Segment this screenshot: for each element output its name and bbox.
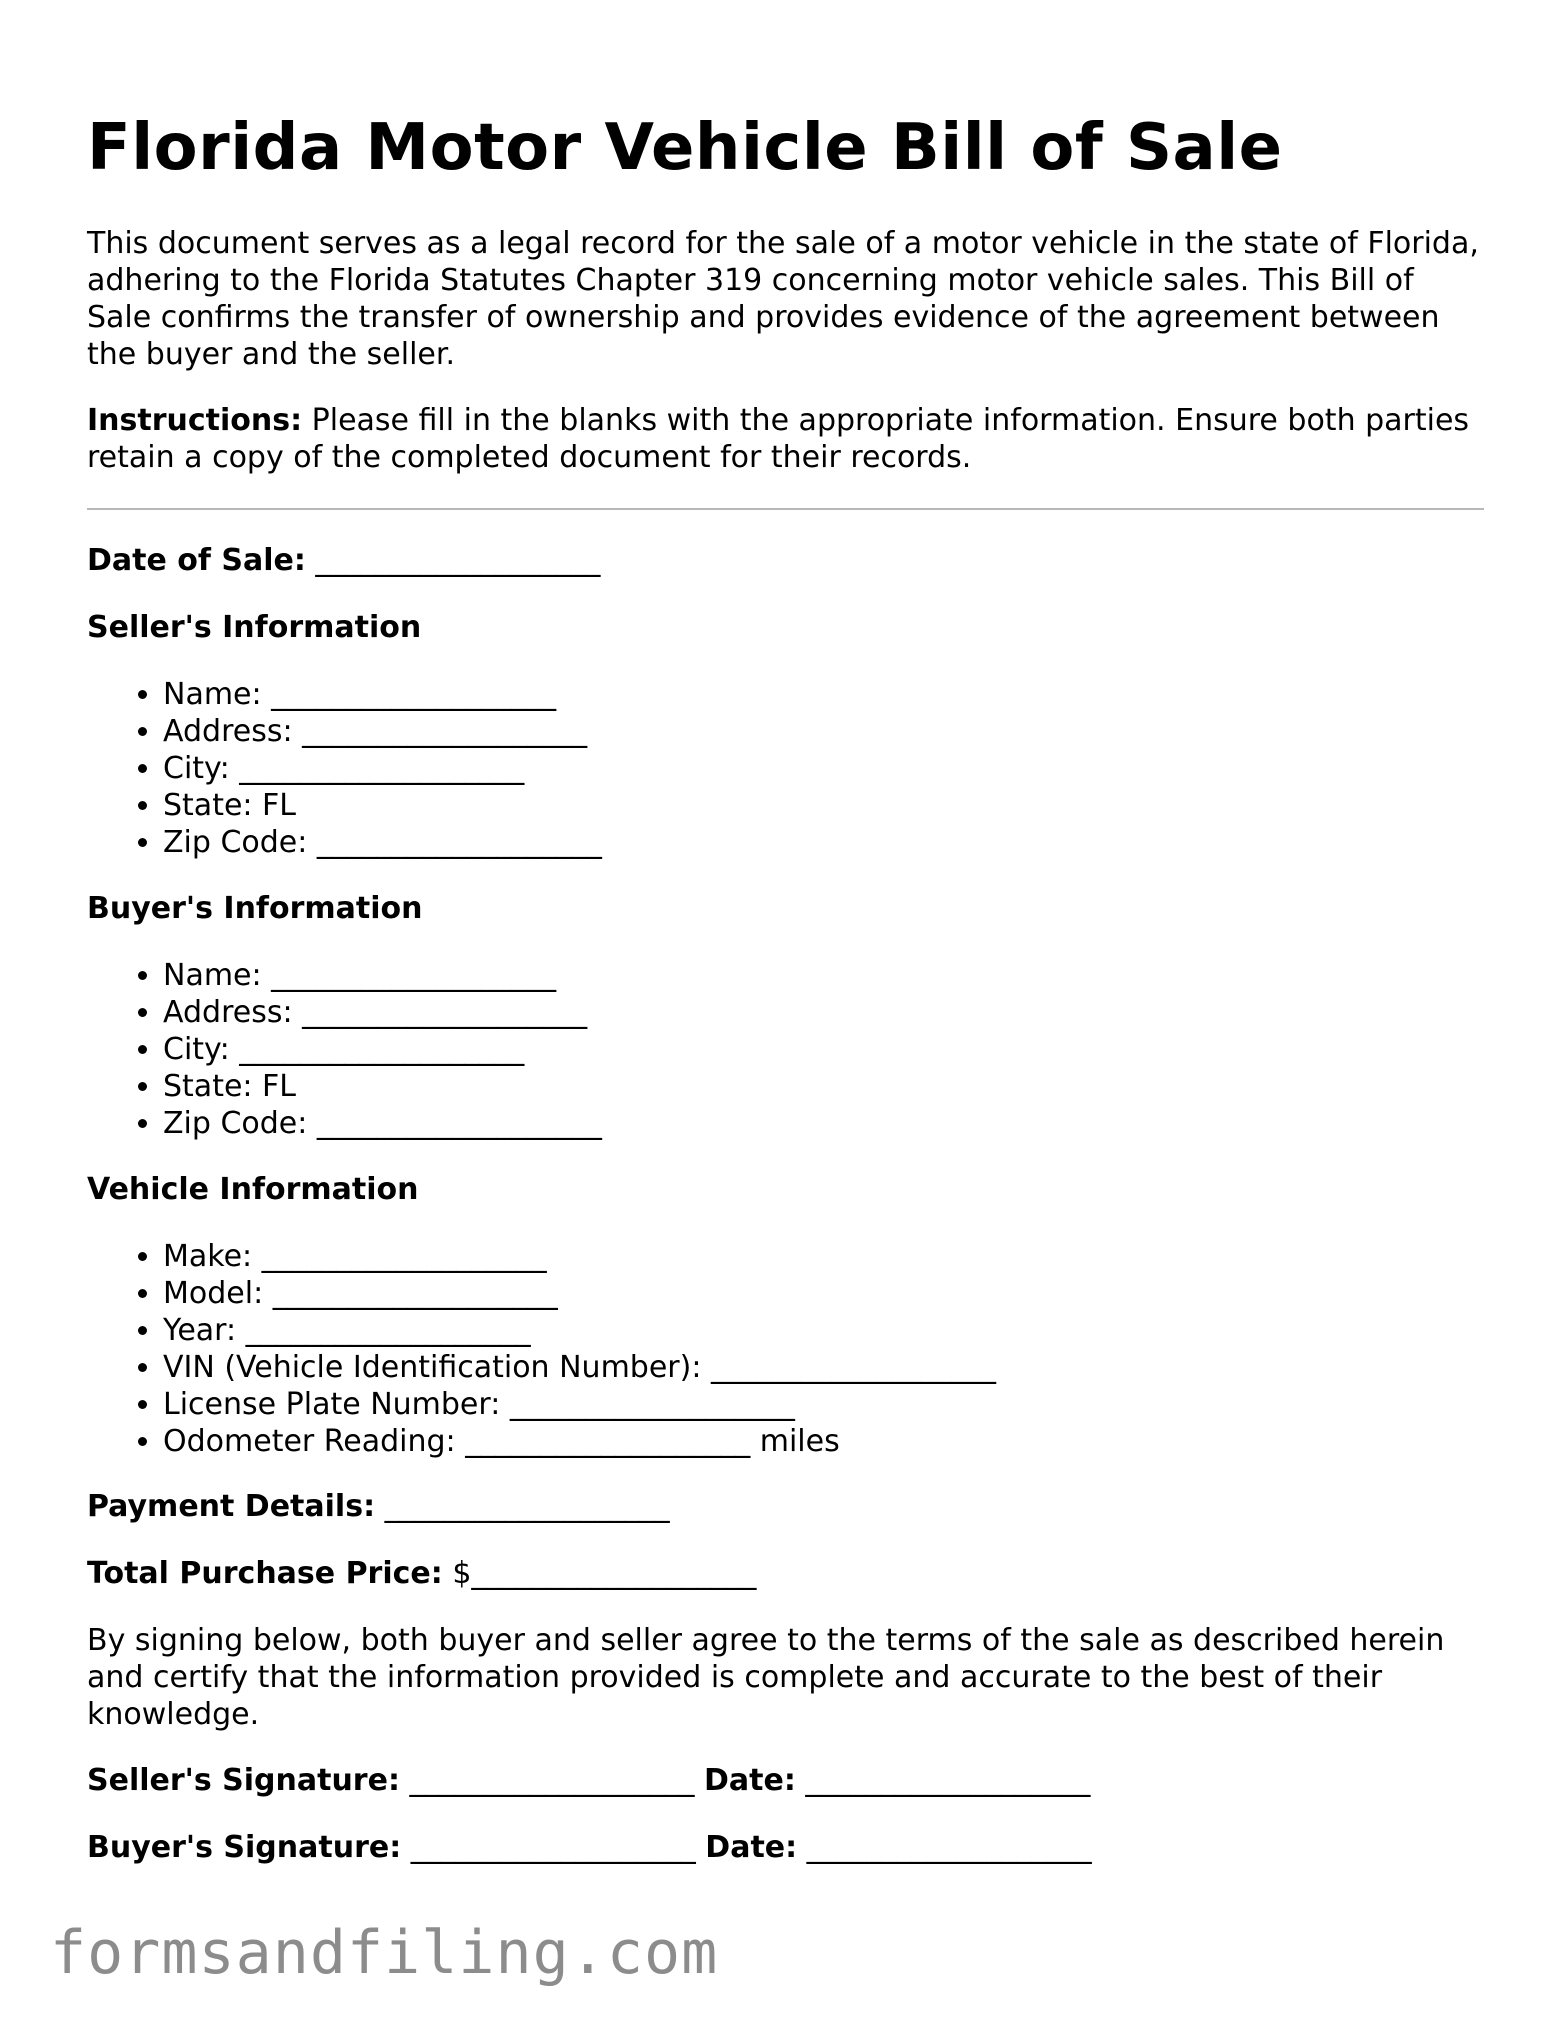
seller-zip-field: • Zip Code: ___________________ [163,824,602,861]
seller-signature-line [87,1762,1090,1799]
document-title: Florida Motor Vehicle Bill of Sale [87,111,1283,185]
vehicle-make-field: • Make: ___________________ [163,1238,996,1275]
instructions-paragraph [87,402,1487,476]
seller-signature-blank: ___________________ [399,1763,705,1798]
vehicle-model-field: • Model: ___________________ [163,1275,996,1312]
seller-city-field: • City: ___________________ [163,750,602,787]
seller-signature-date-label: Date: [704,1763,796,1798]
vehicle-odometer-field: • Odometer Reading: ___________________ miles [163,1423,996,1460]
date-of-sale-blank: ___________________ [305,543,601,578]
buyer-name-field: • Name: ___________________ [163,957,602,994]
seller-fields [87,676,602,861]
instructions-label: Instructions: [87,403,303,438]
seller-signature-label: Seller's Signature: [87,1763,400,1798]
vehicle-fields [87,1238,996,1460]
seller-state-field: • State: FL [163,787,602,824]
date-of-sale-line [87,542,600,579]
payment-details-line [87,1488,670,1525]
agreement-paragraph: By signing below, both buyer and seller agree to the terms of the sale as described herein and certify that the information provided is complete and accurate to the best of their knowledge. [87,1623,1445,1732]
buyer-zip-field: • Zip Code: ___________________ [163,1105,602,1142]
buyer-signature-label: Buyer's Signature: [87,1830,402,1865]
instructions-text: Please fill in the blanks with the appropriate information. Ensure both parties retain a copy of the completed document for their records. [87,403,1470,475]
buyer-fields [87,957,602,1142]
seller-address-field: • Address: ___________________ [163,713,602,750]
seller-heading: Seller's Information [87,610,422,645]
payment-details-label: Payment Details: [87,1489,376,1524]
vehicle-year-field: • Year: ___________________ [163,1312,996,1349]
total-price-label: Total Purchase Price: [87,1556,443,1591]
buyer-city-field: • City: ___________________ [163,1031,602,1068]
buyer-signature-blank: ___________________ [401,1830,706,1865]
buyer-signature-date-blank: ___________________ [797,1830,1092,1865]
horizontal-divider [87,508,1484,510]
intro-paragraph: This document serves as a legal record for the sale of a motor vehicle in the state of Florida, adhering to the Florida Statutes Chapter 319 concerning motor vehicle sales. This Bill of Sale confirms the transfer of ownership and provides evidence of the agreement between the buyer and the seller. [87,226,1479,372]
vehicle-plate-field: • License Plate Number: ___________________ [163,1386,996,1423]
watermark-text: formsandfiling.com [50,1918,719,1988]
vehicle-vin-field: • VIN (Vehicle Identification Number): ___________________ [163,1349,996,1386]
seller-name-field: • Name: ___________________ [163,676,602,713]
vehicle-heading: Vehicle Information [87,1172,419,1207]
buyer-signature-line [87,1829,1092,1866]
date-of-sale-label: Date of Sale: [87,543,306,578]
buyer-signature-date-label: Date: [705,1830,798,1865]
seller-signature-date-blank: ___________________ [795,1763,1091,1798]
total-price-blank: $___________________ [442,1556,757,1591]
payment-details-blank: ___________________ [375,1489,670,1524]
total-price-line [87,1555,756,1592]
buyer-address-field: • Address: ___________________ [163,994,602,1031]
buyer-heading: Buyer's Information [87,891,423,926]
buyer-state-field: • State: FL [163,1068,602,1105]
